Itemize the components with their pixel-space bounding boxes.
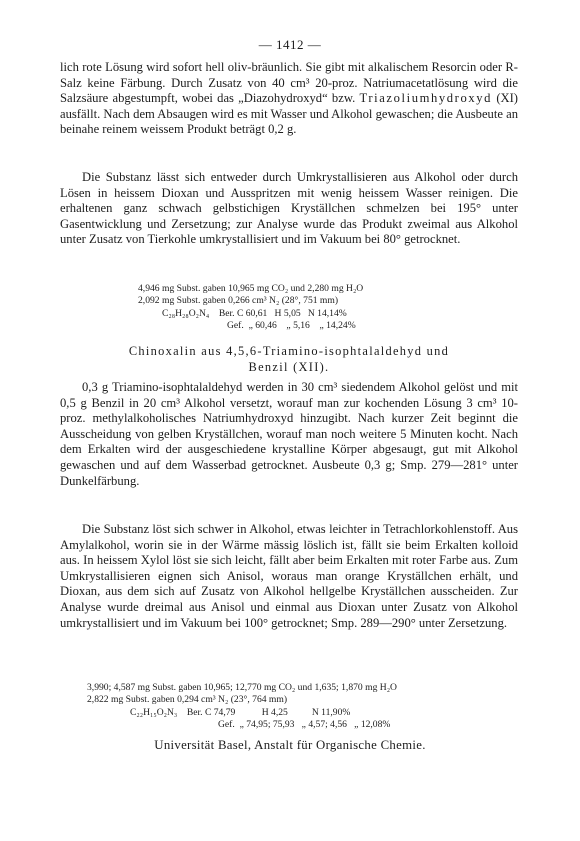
paragraph-4: Die Substanz löst sich schwer in Alkohol, etwas leichter in Tetrachlorkohlenstoff. Aus Amylalkohol, worin sie in der Wärme mässig löslich ist, fällt sie beim Erkalten kolloid aus. In heissem Xylol löst sie sich leicht, fällt aber beim Erkalten mit roter Farbe aus. Zum Umkrystallisieren eignen sich Anisol, woraus man orange Kryställchen erhält, und Dioxan, aus dem sich auf Zusatz von Alkohol hellgelbe Kryställchen ausscheiden. Zur Analyse wurde dreimal aus Anisol und einmal aus Dioxan unter Zusatz von Alkohol umkrystallisiert und im Vakuum bei 100° getrocknet; Smp. 289—290° unter Zersetzung. xyxy=(60,522,518,630)
analysis-2-line-2: 2,822 mg Subst. gaben 0,294 cm³ N₂ (23°, 764 mm) xyxy=(87,694,288,705)
paragraph-1 xyxy=(60,60,518,138)
analysis-1-line-2: 2,092 mg Subst. gaben 0,266 cm³ N₂ (28°, 751 mm) xyxy=(138,295,339,306)
analysis-2-line-1: 3,990; 4,587 mg Subst. gaben 10,965; 12,770 mg CO₂ und 1,635; 1,870 mg H₂O xyxy=(87,682,397,693)
analysis-1-found: Gef. „ 60,46 „ 5,16 „ 14,24% xyxy=(227,320,356,331)
paragraph-1-text-a: lich rote Lösung wird sofort hell oliv-bräunlich. Sie gibt mit alkalischem Resorcin oder R-Salz keine Färbung. Durch Zusatz von 40 cm³ 20-proz. Natriumacetatlösung wird die Salzsäure abgestumpft, wobei das „Diazohydroxyd“ bzw. xyxy=(60,60,518,106)
paragraph-purification xyxy=(60,170,518,248)
paragraph-2: Die Substanz lässt sich entweder durch Umkrystallisieren aus Alkohol oder durch Lösen in heissem Dioxan und Ausspritzen mit wenig heissem Wasser reinigen. Die erhaltenen ganz schwach gelbstichigen Kryställchen schmelzen bei 195° unter Gasentwicklung und Zersetzung; zur Analyse wurde das Produkt zweimal aus Alkohol unter Zusatz von Tierkohle umkrystallisiert und im Vakuum bei 80° getrocknet. xyxy=(60,170,518,247)
paragraph-continuation xyxy=(60,60,518,138)
analysis-2-found: Gef. „ 74,95; 75,93 „ 4,57; 4,56 „ 12,08% xyxy=(218,719,391,730)
paragraph-procedure xyxy=(60,380,518,489)
analysis-1-calculated: C₂₈H₂₈O₂N₄ Ber. C 60,61 H 5,05 N 14,14% xyxy=(162,308,347,319)
compound-name-spaced: Triazoliumhydroxyd xyxy=(359,91,493,106)
analysis-1-line-1: 4,946 mg Subst. gaben 10,965 mg CO₂ und 2,280 mg H₂O xyxy=(138,283,364,294)
analysis-2-calculated: C₂₂H₁₅O₂N₃ Ber. C 74,79 H 4,25 N 11,90% xyxy=(130,707,351,718)
section-heading-line-2: Benzil (XII). xyxy=(248,360,330,374)
paragraph-3: 0,3 g Triamino-isophtalaldehyd werden in 30 cm³ siedendem Alkohol gelöst und mit 0,5 g Benzil in 20 cm³ Alkohol versetzt, worauf man zur kochenden Lösung 3 cm³ 10-proz. methylalkoholisches Natriumhydroxyd hinzugibt. Nach kurzer Zeit beginnt die Ausscheidung von gelben Kryställchen, worauf man noch weitere 5 Minuten kocht. Nach dem Erkalten wird der ausgeschiedene krystalline Körper abgesaugt, gut mit Alkohol gewaschen und auf dem Wasserbad getrocknet. Ausbeute 0,3 g; Smp. 279—281° unter Dunkelfärbung. xyxy=(60,380,518,488)
page-number: — 1412 — xyxy=(258,37,322,52)
section-heading-line-1: Chinoxalin aus 4,5,6-Triamino-isophtalaldehyd und xyxy=(128,344,450,358)
paragraph-properties xyxy=(60,522,518,631)
paragraph-1-text-b: (XI) ausfällt. Nach dem Absaugen wird es mit Wasser und Alkohol gewaschen; die Ausbeute an beinahe reinem weissem Produkt beträgt 0,2 g. xyxy=(60,91,518,137)
institution-footer: Universität Basel, Anstalt für Organische Chemie. xyxy=(154,738,426,752)
